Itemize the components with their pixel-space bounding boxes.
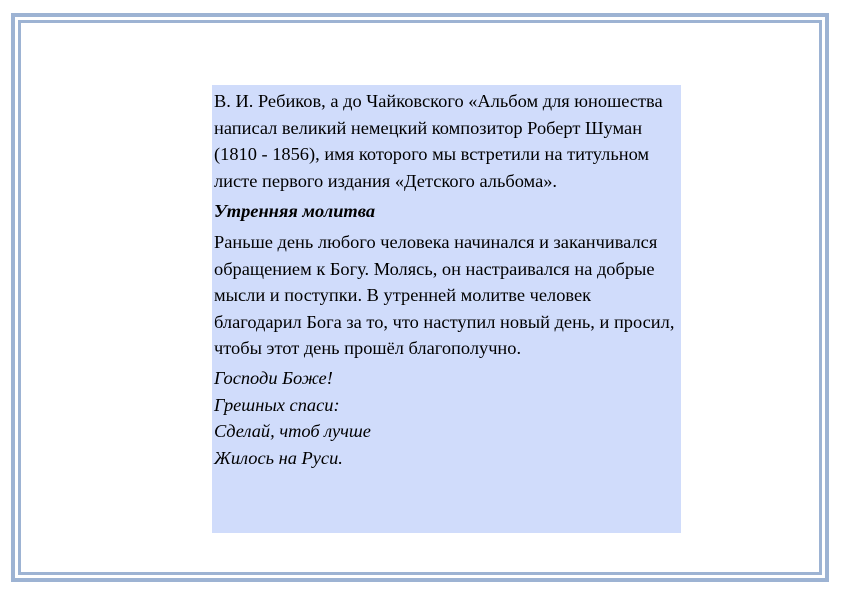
body-paragraph: Раньше день любого человека начинался и заканчивался обращением к Богу. Молясь, он настраивался на добрые мысли и поступки. В утренней молитве человек благодарил Бога за то, что наступил новый день, и просил, чтобы этот день прошёл благополучно. — [214, 231, 675, 359]
text-box — [212, 85, 681, 533]
verse-line: Сделай, чтоб лучше — [214, 421, 371, 442]
verse-line: Господи Боже! — [214, 367, 333, 388]
intro-paragraph: В. И. Ребиков, а до Чайковского «Альбом для юношества написал великий немецкий композитор Роберт Шуман (1810 - 1856), имя которого мы встретили на титульном листе первого издания «Детского альбома». — [214, 91, 663, 191]
verse-line: Грешных спаси: — [214, 394, 340, 415]
section-heading: Утренняя молитва — [214, 201, 376, 222]
verse-line: Жилось на Руси. — [214, 447, 343, 468]
